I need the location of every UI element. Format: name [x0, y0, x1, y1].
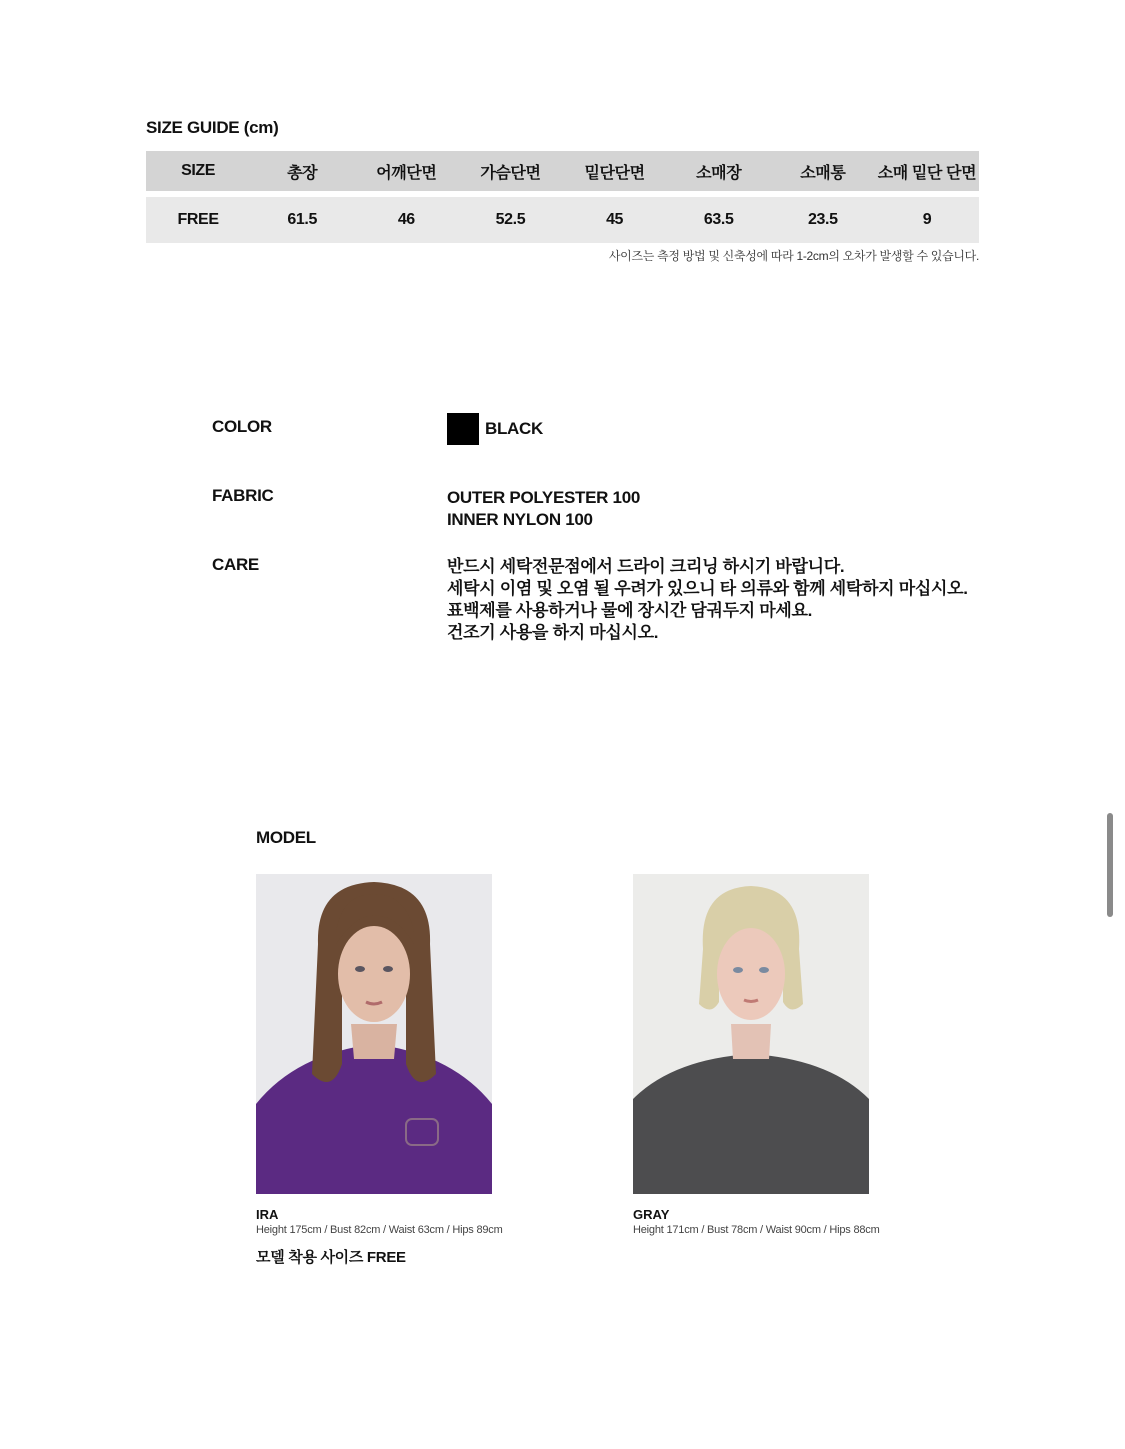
model-photo-ira — [256, 874, 492, 1194]
size-table-header: 소매 밑단 단면 — [877, 164, 977, 182]
care-line: 세탁시 이염 및 오염 될 우려가 있으니 타 의류와 함께 세탁하지 마십시오. — [447, 579, 968, 598]
care-label: CARE — [212, 555, 259, 574]
fabric-label: FABRIC — [212, 486, 274, 505]
model-photo-gray — [633, 874, 869, 1194]
model-measurements: Height 175cm / Bust 82cm / Waist 63cm / Hips 89cm — [256, 1224, 503, 1236]
care-line: 표백제를 사용하거나 물에 장시간 담궈두지 마세요. — [447, 601, 813, 620]
model-photo-gray-image — [633, 874, 869, 1194]
care-line: 반드시 세탁전문점에서 드라이 크리닝 하시기 바랍니다. — [447, 557, 845, 576]
size-table-cell: 46 — [397, 211, 415, 228]
size-table-header: 소매장 — [696, 164, 742, 182]
size-table-cell: 61.5 — [287, 211, 317, 228]
size-table-cell: 52.5 — [495, 211, 526, 228]
model-photo-ira-image — [256, 874, 492, 1194]
size-table-cell: FREE — [177, 211, 219, 228]
size-table-header: 어깨단면 — [376, 164, 437, 182]
model-section-title: MODEL — [256, 828, 316, 847]
fabric-line: INNER NYLON 100 — [447, 510, 593, 529]
care-value — [447, 556, 968, 644]
color-swatch — [447, 413, 479, 445]
size-guide-title: SIZE GUIDE (cm) — [146, 118, 279, 137]
fabric-line: OUTER POLYESTER 100 — [447, 488, 641, 507]
size-table-header-row — [146, 151, 979, 191]
model-measurements: Height 171cm / Bust 78cm / Waist 90cm / Hips 88cm — [633, 1224, 880, 1236]
size-table-cell: 45 — [606, 211, 624, 228]
size-table-header: SIZE — [181, 162, 216, 179]
color-value: BLACK — [485, 419, 543, 438]
table-row — [146, 197, 979, 243]
size-table-header: 밑단단면 — [584, 164, 645, 182]
color-label: COLOR — [212, 417, 272, 436]
size-table-cell: 9 — [922, 211, 932, 228]
model-name: IRA — [256, 1207, 279, 1222]
size-table-cell: 23.5 — [808, 211, 838, 228]
scrollbar-thumb[interactable] — [1107, 813, 1113, 917]
size-guide-note: 사이즈는 측정 방법 및 신축성에 따라 1-2cm의 오차가 발생할 수 있습니다. — [608, 249, 979, 263]
size-table-header: 소매통 — [800, 164, 846, 182]
size-table-cell: 63.5 — [703, 211, 734, 228]
model-name: GRAY — [633, 1207, 670, 1222]
size-table-header: 총장 — [287, 164, 318, 182]
care-line: 건조기 사용을 하지 마십시오. — [447, 623, 659, 642]
size-guide-table — [146, 151, 979, 243]
model-size-worn: 모델 착용 사이즈 FREE — [256, 1249, 406, 1266]
size-table-header: 가슴단면 — [480, 164, 541, 182]
fabric-value — [447, 487, 640, 531]
